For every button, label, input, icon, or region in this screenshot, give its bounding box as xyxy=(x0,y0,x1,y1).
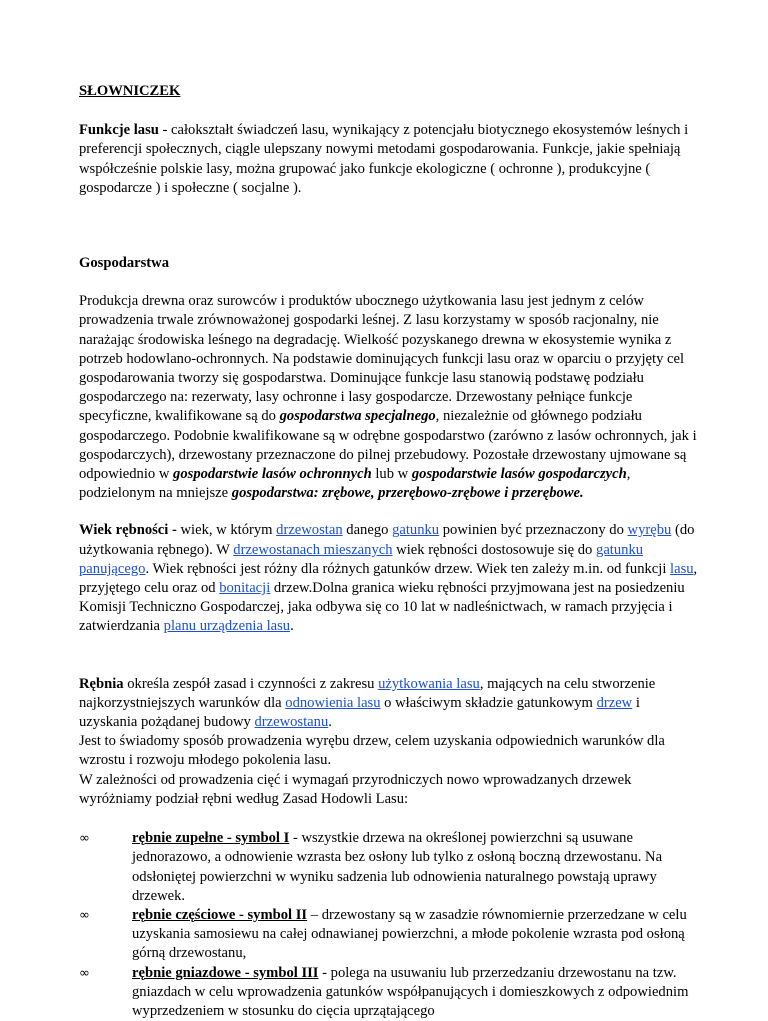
text-segment: powinien być przeznaczony do xyxy=(439,522,628,539)
link-odnowienia-lasu[interactable]: odnowienia lasu xyxy=(285,694,381,711)
term-wiek-rebnosci: Wiek rębności - xyxy=(79,522,177,539)
list-item xyxy=(79,964,699,1021)
list-item xyxy=(79,906,699,964)
paragraph-rebnia xyxy=(79,675,699,733)
text-segment: określa zespół zasad i czynności z zakresu xyxy=(123,675,379,692)
heading-gospodarstwa: Gospodarstwa xyxy=(79,255,170,272)
emphasis-lasow-gospodarczych: gospodarstwie lasów gospodarczych xyxy=(411,466,627,483)
document-page xyxy=(79,82,699,1021)
text-segment: , podzielonym na mniejsze xyxy=(79,466,631,502)
bullet-icon: ∞ xyxy=(79,831,90,847)
text-segment: wiek, w którym xyxy=(176,522,277,539)
link-bonitacji[interactable]: bonitacji xyxy=(219,580,271,597)
list-item-text: - wszystkie drzewa na określonej powierzchni są usuwane jednorazowo, a odnowienie wzrasta bez osłony lub tylko z osłoną boczną drzewostanu. Na odsłoniętej powierzchni w wyniku sadzenia lub odnowienia naturalnego powstają uprawy drzewek. xyxy=(132,830,663,904)
bullet-icon: ∞ xyxy=(79,907,90,923)
text-segment: wiek rębności dostosowuje się do xyxy=(392,541,597,558)
text-segment: . xyxy=(290,618,294,635)
text-segment: . xyxy=(328,714,332,731)
link-drzewostanu[interactable]: drzewostanu xyxy=(254,714,329,731)
emphasis-lasow-ochronnych: gospodarstwie lasów ochronnych xyxy=(173,466,372,483)
link-drzewostanach-mieszanych[interactable]: drzewostanach mieszanych xyxy=(233,541,393,558)
text-segment: danego xyxy=(342,522,393,539)
list-item-title: rębnie zupełne - symbol I xyxy=(132,830,290,847)
link-wyrebu[interactable]: wyrębu xyxy=(627,522,672,539)
text-segment: (do użytkowania rębnego). W xyxy=(79,522,695,558)
text-segment: , niezależnie od głównego podziału gospodarczego. Podobnie kwalifikowane są w odrębne gospodarstwo (zarówno z lasów ochronnych, jak i gospodarczych), drzewostany przeznaczone do pilnej przebudowy. Pozostałe drzewostany ujmowane są odpowiednio w xyxy=(79,408,697,483)
text-segment: , mających na celu stworzenie najkorzystniejszych warunków dla xyxy=(79,675,656,711)
paragraph-rebnia-line2: Jest to świadomy sposób prowadzenia wyrębu drzew, celem uzyskania odpowiednich warunków dla wzrostu i rozwoju młodego pokolenia lasu. xyxy=(79,733,665,769)
text-segment: drzew.Dolna granica wieku rębności przyjmowana jest na posiedzeniu Komisji Techniczno Gospodarczej, jaka odbywa się co 10 lat w nadleśnictwach, w ramach przyjęcia i zatwierdzania xyxy=(79,580,685,635)
definition-text: - całokształt świadczeń lasu, wynikający z potencjału biotycznego ekosystemów leśnych i preferencji społecznych, ciągle ulepszany nowymi metodami gospodarowania. Funkcje, jakie spełniają współcześnie polskie lasy, można grupować jako funkcje ekologiczne ( ochronne ), produkcyjne ( gospodarcze ) i społeczne ( socjalne ). xyxy=(79,122,689,196)
emphasis-gospodarstwo-specjalne: gospodarstwa specjalnego xyxy=(279,408,436,425)
link-lasu[interactable]: lasu xyxy=(670,560,694,577)
text-segment: , przyjętego celu oraz od xyxy=(79,560,698,597)
link-uzytkowania-lasu[interactable]: użytkowania lasu xyxy=(378,675,480,692)
rebnie-list xyxy=(79,829,699,1021)
paragraph-wiek-rebnosci xyxy=(79,521,699,636)
paragraph-gospodarstwa xyxy=(79,292,699,503)
list-item-title: rębnie gniazdowe - symbol III xyxy=(132,964,319,981)
link-drzew[interactable]: drzew xyxy=(596,694,633,711)
page-title: SŁOWNICZEK xyxy=(79,83,181,99)
paragraph-rebnia-line3: W zależności od prowadzenia cięć i wymagań przyrodniczych nowo wprowadzanych drzewek wyróżniamy podział rębni według Zasad Hodowli Lasu: xyxy=(79,771,632,807)
term-funkcje-lasu: Funkcje lasu xyxy=(79,122,159,139)
link-gatunku[interactable]: gatunku xyxy=(392,522,440,539)
text-segment: Produkcja drewna oraz surowców i produktów ubocznego użytkowania lasu jest jednym z celów prowadzenia trwale zrównoważonej gospodarki leśnej. Z lasu korzystamy w sposób racjonalny, nie narażając środowiska leśnego na degradację. Wielkość pozyskanego drewna w ekosystemie wynika z potrzeb hodowlano-ochronnych. Na podstawie dominujących funkcji lasu oraz w oparciu o przyjęty cel gospodarowania tworzy się gospodarstwa. Dominujące funkcje lasu stanowią podstawę podziału gospodarczego na: rezerwaty, lasy ochronne i lasy gospodarcze. Drzewostany pełniące funkcje specyficzne, kwalifikowane są do xyxy=(79,293,685,425)
bullet-icon: ∞ xyxy=(79,965,90,981)
link-gatunku-panujacego[interactable]: gatunku panującego xyxy=(79,541,644,577)
list-item xyxy=(79,829,699,906)
term-rebnia: Rębnia xyxy=(79,675,124,692)
text-segment: lub w xyxy=(371,466,412,483)
text-segment: i uzyskania pożądanej budowy xyxy=(79,694,640,731)
emphasis-gospodarstwa-typy: gospodarstwa: zrębowe, przerębowo-zrębowe i przerębowe. xyxy=(231,485,584,502)
list-item-text: - polega na usuwaniu lub przerzedzaniu drzewostanu na tzw. gniazdach w celu wprowadzenia gatunków współpanujących i domieszkowych z odpowiednim wyprzedzeniem w stosunku do cięcia uprzątającego xyxy=(132,964,689,1019)
list-item-title: rębnie częściowe - symbol II xyxy=(132,906,308,923)
list-item-text: – drzewostany są w zasadzie równomiernie przerzedzane w celu uzyskania samosiewu na całej odnawianej powierzchni, a młode pokolenie wzrasta pod osłoną górną drzewostanu, xyxy=(132,906,687,962)
link-planu-urzadzenia-lasu[interactable]: planu urządzenia lasu xyxy=(163,618,291,635)
paragraph-funkcje xyxy=(79,121,699,198)
text-segment: . Wiek rębności jest różny dla różnych gatunków drzew. Wiek ten zależy m.in. od funkcji xyxy=(145,560,671,577)
link-drzewostan[interactable]: drzewostan xyxy=(276,522,343,539)
text-segment: o właściwym składzie gatunkowym xyxy=(380,694,597,711)
